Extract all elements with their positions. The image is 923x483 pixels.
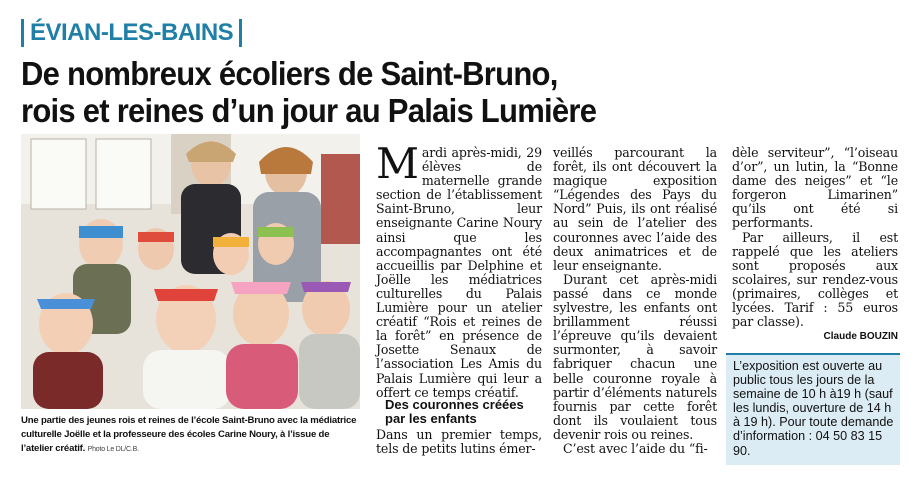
article-paragraph: dèle serviteur”, “l’oiseau d’or”, un lutin, la “Bonne dame des neiges” et “le forgeron Limarinen” qu’ils ont été si performants.: [732, 145, 898, 231]
article-column-3: [732, 146, 898, 329]
headline-line-1: De nombreux écoliers de Saint-Bruno,: [21, 55, 558, 92]
dropcap: M: [376, 139, 419, 188]
lead-text: ardi après-midi, 29 élèves de maternelle grande section de l’établissement Saint-Bruno, leur enseignante Carine Noury ainsi que les accompagnantes ont été accueillis par Delphine et Joëlle les médiatrices culturelles du Palais Lumière pour un atelier créatif “Rois et reines de la forêt” en présence de Josette Senaux de l’association Les Amis du Palais Lumière qui leur a offert ce temps créatif.: [376, 145, 542, 400]
article-paragraph: Par ailleurs, il est rappelé que les ateliers sont proposés aux scolaires, sur rendez-vous (primaires, collèges et lycées. Tarif : 55 euros par classe).: [732, 229, 898, 330]
photo-caption: [21, 414, 361, 457]
article-column-2: [553, 146, 717, 456]
article-paragraph: veillés parcourant la forêt, ils ont découvert la magique exposition “Légendes des Pays du Nord” Puis, ils ont réalisé au sein de l’atelier des couronnes avec l’aide des deux animatrices et de leur enseignante.: [553, 145, 717, 273]
article-paragraph: Durant cet après-midi passé dans ce monde sylvestre, les enfants ont brillamment réussi l’épreuve qu’ils devaient surmonter, à savoir fabriquer chacun une belle couronne royale à partir d’éléments naturels fournis par cette forêt dont ils voulaient tous devenir rois ou reines.: [553, 271, 717, 442]
info-box: [726, 353, 900, 465]
section-kicker: ÉVIAN-LES-BAINS: [21, 19, 242, 47]
article-column-1-continued: [376, 428, 542, 456]
article-paragraph: C’est avec l’aide du “fi-: [563, 440, 708, 456]
caption-text: Une partie des jeunes rois et reines de l’école Saint-Bruno avec la médiatrice culturelle Joëlle et la professeure des écoles Carine Noury, à l’issue de l’atelier créatif.: [21, 415, 357, 454]
headline-line-2: rois et reines d’un jour au Palais Lumière: [21, 92, 597, 129]
photo-credit: Photo Le DL/C.B.: [87, 446, 139, 453]
article-photo: [21, 134, 360, 409]
headline: [21, 55, 901, 129]
children-with-crowns-illustration: [21, 134, 360, 409]
info-text: L’exposition est ouverte au public tous les jours de la semaine de 10 h à19 h (sauf les lundis, ouverture de 14 h à 19 h). Pour toute demande d’information : 04 50 83 15 90.: [733, 359, 894, 458]
article-paragraph: Dans un premier temps, tels de petits lutins émer-: [376, 427, 542, 457]
article-column-1: [376, 139, 542, 400]
article-paragraph: [376, 139, 542, 400]
subheading: Des couronnes créées par les enfants: [385, 397, 524, 426]
author-byline: Claude BOUZIN: [823, 331, 898, 342]
